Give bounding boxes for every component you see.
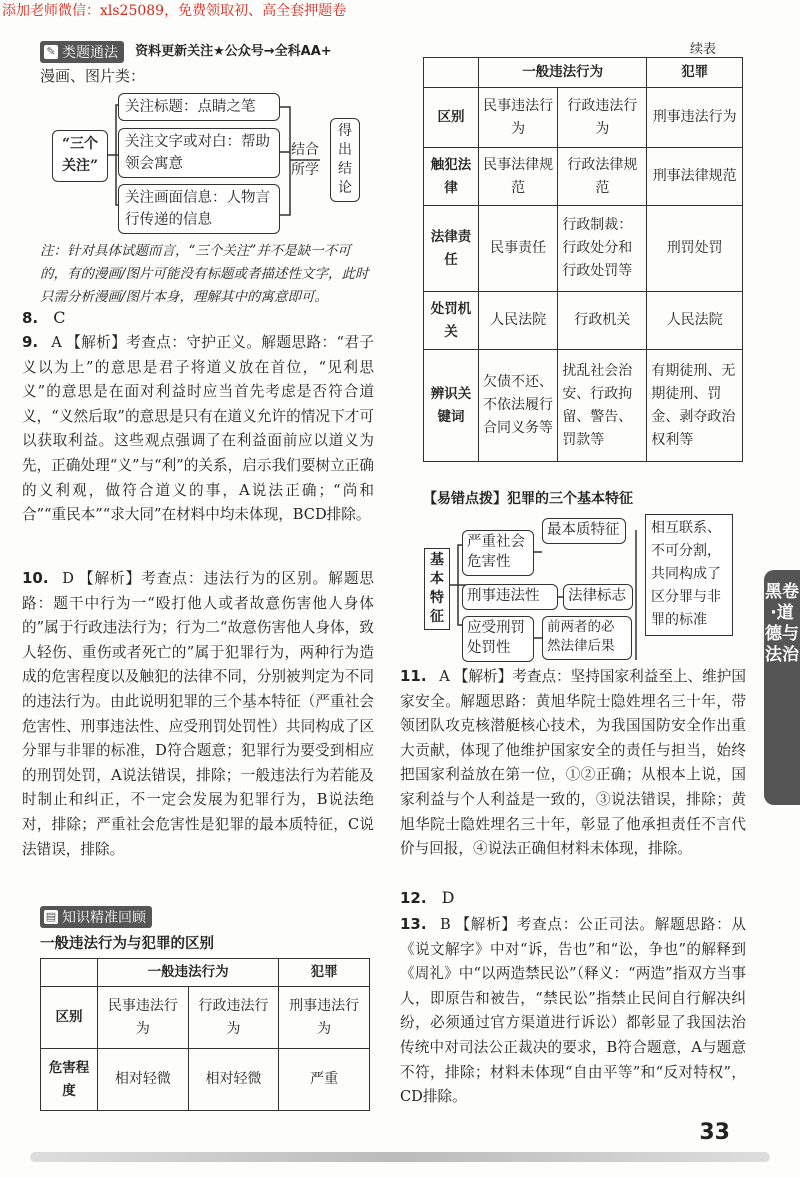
table-row bbox=[41, 987, 370, 1049]
feature-1: 严重社会危害性 bbox=[462, 530, 534, 576]
table-row-label: 触犯法律 bbox=[424, 148, 479, 206]
q10-number: 10. bbox=[22, 569, 49, 587]
table-cell: 民事责任 bbox=[479, 206, 558, 292]
table-row-label: 法律责任 bbox=[424, 206, 479, 292]
table-header: 一般违法行为 bbox=[98, 959, 279, 987]
q13 bbox=[400, 912, 746, 1110]
method-heading: 漫画、图片类： bbox=[40, 67, 146, 85]
table-cell: 行政违法行为 bbox=[558, 88, 647, 148]
table-header: 犯罪 bbox=[279, 959, 370, 987]
table-row-label: 辨识关键词 bbox=[424, 350, 479, 462]
q8-number: 8. bbox=[22, 309, 39, 327]
table-header: 一般违法行为 bbox=[479, 58, 647, 88]
features-summary: 相互联系、不可分割，共同构成了区分罪与非罪的标准 bbox=[645, 514, 733, 636]
table-row bbox=[424, 58, 743, 88]
diagram-result: 得出结论 bbox=[330, 118, 360, 202]
q10 bbox=[22, 566, 374, 862]
table-row bbox=[41, 1049, 370, 1111]
table-cell: 刑罚处罚 bbox=[647, 206, 743, 292]
table-cell: 行政法律规范 bbox=[558, 148, 647, 206]
watermark: 添加老师微信：xls25089，免费领取初、高全套押题卷 bbox=[2, 3, 347, 19]
table-title: 一般违法行为与犯罪的区别 bbox=[40, 936, 214, 952]
q13-explanation: 【解析】考查点：公正司法。解题思路：从《说文解字》中对“诉，告也”和“讼，争也”的解释到《周礼》中“以两造禁民讼”（释义：“两造”指双方当事人，即原告和被告，“禁民讼”指禁止民间自行解决纠纷，必须通过官方渠道进行诉讼）都彰显了我国法治传统中对司法公正裁决的要求，B符合题意，A与题意不符，排除；材料未体现“自由平等”和“反对特权”，CD排除。 bbox=[400, 916, 746, 1106]
table-cell: 民事违法行为 bbox=[98, 987, 189, 1049]
table-row-label: 危害程度 bbox=[41, 1049, 98, 1111]
table-cell: 严重 bbox=[279, 1049, 370, 1111]
table-row bbox=[424, 292, 743, 350]
diagram-combine: 结合所学 bbox=[291, 142, 319, 178]
q9-answer: A bbox=[51, 334, 62, 351]
method-badge: ✎ 类题通法 bbox=[40, 41, 124, 63]
q12-answer: D bbox=[441, 888, 455, 907]
table-row bbox=[424, 148, 743, 206]
table-cell: 刑事违法行为 bbox=[279, 987, 370, 1049]
table-cell: 行政违法行为 bbox=[188, 987, 279, 1049]
table-cell: 人民法院 bbox=[647, 292, 743, 350]
table-cell: 相对轻微 bbox=[188, 1049, 279, 1111]
table-corner bbox=[424, 58, 479, 88]
table-row bbox=[424, 88, 743, 148]
features-root: 基本特征 bbox=[424, 548, 450, 630]
feature-2-role: 法律标志 bbox=[563, 584, 633, 610]
subject-side-tab: 黑卷·道德与法治 bbox=[764, 570, 800, 805]
q8 bbox=[22, 308, 372, 327]
table-row-label: 处罚机关 bbox=[424, 292, 479, 350]
compare-table-left bbox=[40, 958, 370, 1111]
review-badge: ▤ 知识精准回顾 bbox=[40, 906, 152, 928]
wrench-icon: ✎ bbox=[44, 45, 58, 59]
q9-explanation: 【解析】考查点：守护正义。解题思路：“君子义以为上”的意思是君子将道义放在首位，“见利思义”的意思是在面对利益时应当首先考虑是否符合道义，“义然后取”的意思是只有在道义允许的情况下才可以获取利益。这些观点强调了在利益面前应以道义为先，正确处理“义”与“利”的关系，启示我们要树立正确的义利观，做符合道义的事，A说法正确；“尚和合”“重民本”“求大同”在材料中均未体现，BCD排除。 bbox=[22, 334, 375, 524]
diagram-item-title: 关注标题：点睛之笔 bbox=[118, 93, 280, 121]
table-row-label: 区别 bbox=[41, 987, 98, 1049]
table-corner bbox=[41, 959, 98, 987]
diagram-item-image: 关注画面信息：人物言行传递的信息 bbox=[118, 184, 280, 234]
table-cell: 有期徒刑、无期徒刑、罚金、剥夺政治权利等 bbox=[647, 350, 743, 462]
table-cell: 相对轻微 bbox=[98, 1049, 189, 1111]
q10-answer: D bbox=[62, 570, 74, 587]
q8-answer: C bbox=[53, 308, 66, 327]
q12-number: 12. bbox=[400, 889, 427, 907]
table-header: 犯罪 bbox=[647, 58, 743, 88]
review-badge-row bbox=[40, 905, 152, 928]
compare-table-right bbox=[423, 57, 743, 462]
q11-explanation: 【解析】考查点：坚持国家利益至上、维护国家安全。解题思路：黄旭华院士隐姓埋名三十年，带领团队攻克核潜艇核心技术，为我国国防安全作出重大贡献，体现了他维护国家安全的责任与担当，始终把国家利益放在第一位，①②正确；从根本上说，国家利益与个人利益是一致的，③说法错误，排除；黄旭华院士隐姓埋名三十年，彰显了他承担责任不言代价与回报，④说法正确但材料未体现，排除。 bbox=[400, 668, 746, 858]
feature-3-role: 前两者的必然法律后果 bbox=[542, 616, 632, 660]
book-icon: ▤ bbox=[45, 910, 57, 923]
q11 bbox=[400, 664, 746, 862]
table-row-label: 区别 bbox=[424, 88, 479, 148]
q9-number: 9. bbox=[22, 333, 39, 351]
table-cell: 刑事法律规范 bbox=[647, 148, 743, 206]
q11-answer: A bbox=[439, 668, 450, 685]
table-cell: 民事法律规范 bbox=[479, 148, 558, 206]
table-cell: 民事违法行为 bbox=[479, 88, 558, 148]
q12 bbox=[400, 888, 455, 907]
tip-title: 【易错点拨】犯罪的三个基本特征 bbox=[423, 491, 633, 507]
feature-3: 应受刑罚处罚性 bbox=[462, 616, 534, 662]
q9 bbox=[22, 330, 374, 528]
feature-2: 刑事违法性 bbox=[462, 584, 558, 610]
table-row bbox=[424, 350, 743, 462]
table-cell: 行政制裁：行政处分和行政处罚等 bbox=[558, 206, 647, 292]
q11-number: 11. bbox=[400, 667, 427, 685]
feature-1-role: 最本质特征 bbox=[542, 518, 626, 544]
q13-number: 13. bbox=[400, 915, 427, 933]
diagram-note: 注：针对具体试题而言，“三个关注”并不是缺一不可的，有的漫画/图片可能没有标题或者描述性文字，此时只需分析漫画/图片本身，理解其中的寓意即可。 bbox=[40, 243, 369, 305]
badge-suffix: 资料更新关注★公众号→全科AA+ bbox=[135, 44, 332, 59]
table-cell: 人民法院 bbox=[479, 292, 558, 350]
table-row bbox=[424, 206, 743, 292]
q13-answer: B bbox=[439, 916, 451, 933]
diagram-center: “三个关注” bbox=[52, 130, 108, 182]
diagram-item-text: 关注文字或对白：帮助领会寓意 bbox=[118, 128, 280, 178]
bottom-divider bbox=[30, 1152, 770, 1162]
table-cell: 扰乱社会治安、行政拘留、警告、罚款等 bbox=[558, 350, 647, 462]
page-number: 33 bbox=[699, 1120, 730, 1145]
table-cell: 刑事违法行为 bbox=[647, 88, 743, 148]
table-cell: 行政机关 bbox=[558, 292, 647, 350]
method-badge-row bbox=[40, 40, 332, 63]
table-cell: 欠债不还、不依法履行合同义务等 bbox=[479, 350, 558, 462]
continued-label: 续表 bbox=[690, 42, 717, 57]
table-row bbox=[41, 959, 370, 987]
q10-explanation: 【解析】考查点：违法行为的区别。解题思路：题干中行为一“殴打他人或者故意伤害他人身体的”属于行政违法行为；行为二“故意伤害他人身体，致人轻伤、重伤或者死亡的”属于犯罪行为，两种行为造成的危害程度以及触犯的法律不同，分别被判定为不同的违法行为。由此说明犯罪的三个基本特征（严重社会危害性、刑事违法性、应受刑罚处罚性）共同构成了区分罪与非罪的标准，D符合题意；犯罪行为要受到相应的刑罚处罚，A说法错误，排除；一般违法行为若能及时制止和纠正，不一定会发展为犯罪行为，B说法绝对，排除；严重社会危害性是犯罪的最本质特征，C说法错误，排除。 bbox=[22, 570, 374, 858]
